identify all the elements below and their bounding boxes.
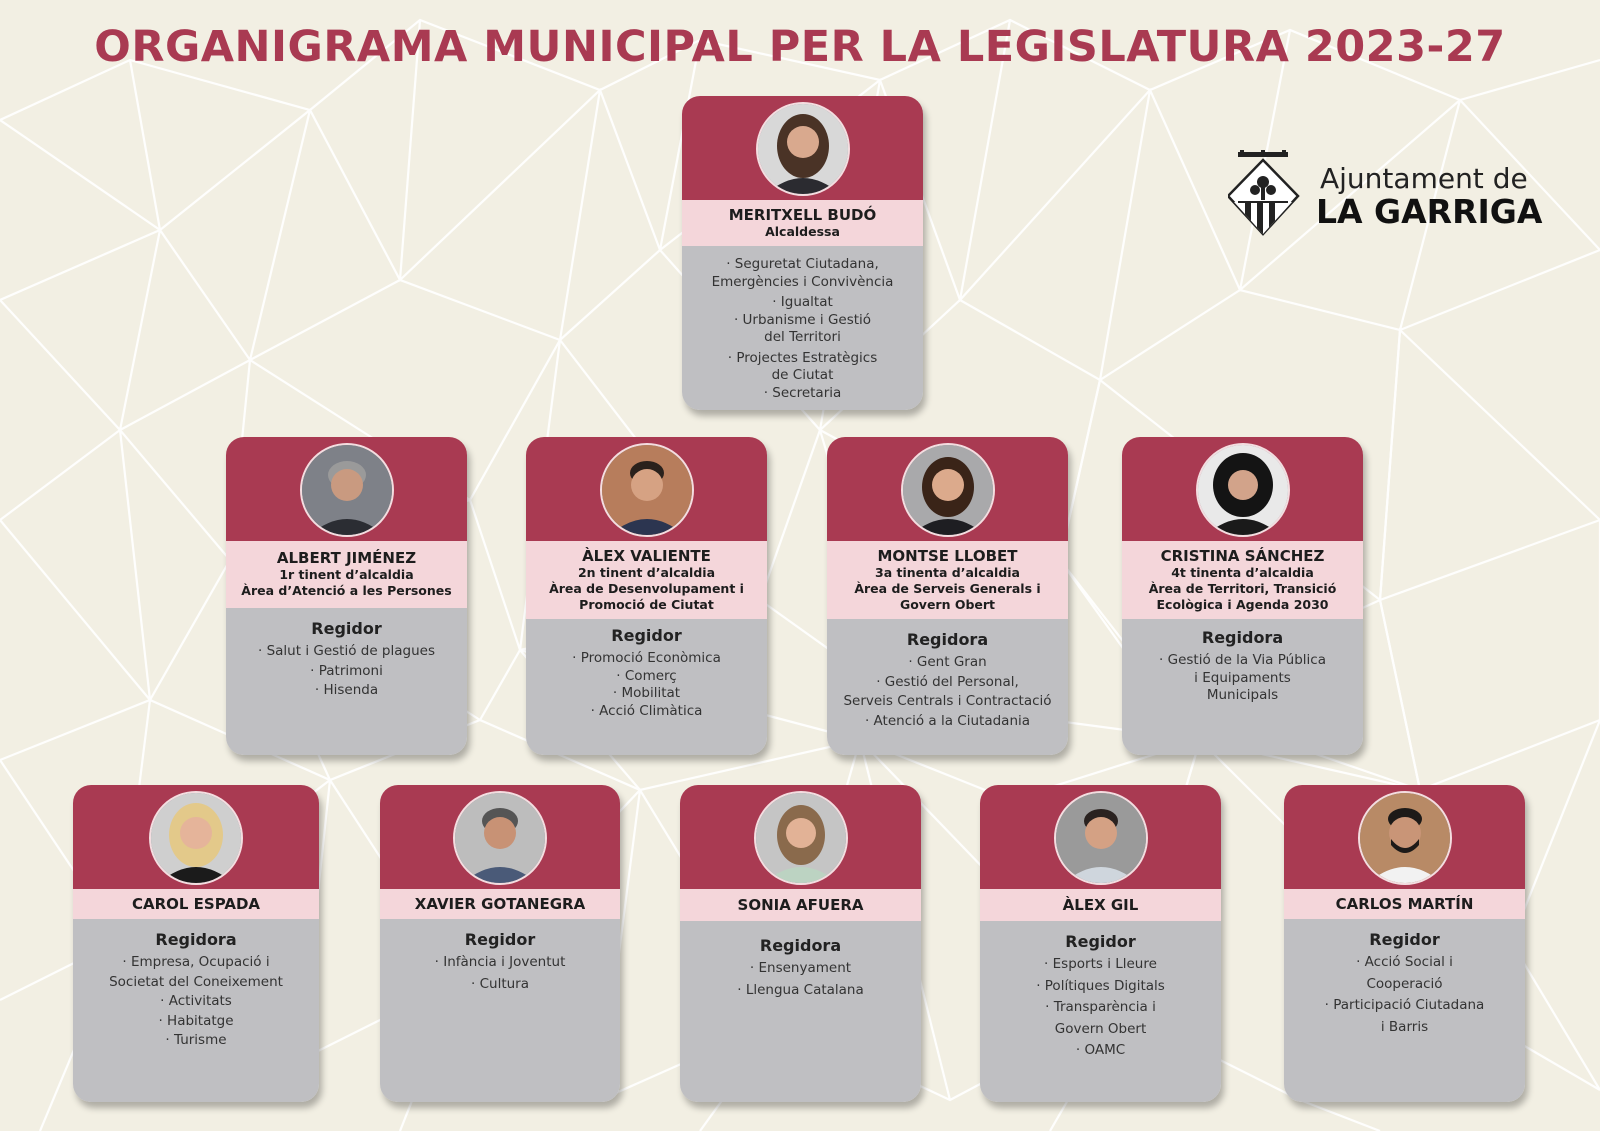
position-title: Regidora xyxy=(906,630,989,649)
area-item: · Salut i Gestió de plagues xyxy=(258,643,435,659)
portrait-avatar xyxy=(1358,791,1452,885)
area-item: · Participació Ciutadana xyxy=(1324,997,1485,1013)
area-item: · Seguretat Ciutadana, xyxy=(726,256,879,272)
position-title: Regidora xyxy=(155,930,237,949)
position-title: Regidor xyxy=(611,626,682,645)
person-area: Promoció de Ciutat xyxy=(579,597,714,612)
card-deputy-2 xyxy=(526,437,767,755)
card-mayor xyxy=(682,96,923,410)
card-councillor-5 xyxy=(1284,785,1525,1102)
card-councillor-2 xyxy=(380,785,620,1102)
card-councillor-4 xyxy=(980,785,1221,1102)
area-item: del Territori xyxy=(764,329,841,345)
portrait-avatar xyxy=(756,102,850,196)
area-item: · Cultura xyxy=(471,975,529,992)
card-deputy-1 xyxy=(226,437,467,755)
person-name: SONIA AFUERA xyxy=(737,896,864,914)
position-title: Regidor xyxy=(1369,930,1440,949)
card-deputy-3 xyxy=(827,437,1068,755)
logo-line-1: Ajuntament de xyxy=(1320,162,1528,195)
area-item: Municipals xyxy=(1206,687,1279,703)
area-item: · OAMC xyxy=(1075,1042,1126,1058)
area-item: Societat del Coneixement xyxy=(109,973,283,990)
person-role: 3a tinenta d’alcaldia xyxy=(875,565,1020,580)
area-item: · Polítiques Digitals xyxy=(1036,977,1165,994)
area-item: · Promoció Econòmica xyxy=(572,650,721,666)
area-item: · Activitats xyxy=(160,993,232,1009)
area-item: · Infància i Joventut xyxy=(434,954,566,970)
portrait-avatar xyxy=(901,443,995,537)
person-role: 1r tinent d’alcaldia xyxy=(279,567,414,582)
area-item: · Esports i Lleure xyxy=(1044,956,1157,972)
person-name: ÀLEX VALIENTE xyxy=(582,547,711,565)
person-area: Àrea de Territori, Transició xyxy=(1148,581,1337,596)
area-item: Emergències i Convivència xyxy=(711,273,894,290)
area-item: · Gestió del Personal, xyxy=(876,673,1019,690)
area-item: · Igualtat xyxy=(772,294,833,310)
position-title: Regidora xyxy=(1201,628,1284,647)
area-item: · Hisenda xyxy=(314,682,379,698)
person-area: Govern Obert xyxy=(899,597,996,612)
person-area: Àrea de Serveis Generals i xyxy=(854,581,1041,596)
portrait-avatar xyxy=(1196,443,1290,537)
portrait-avatar xyxy=(1054,791,1148,885)
person-area: Àrea d’Atenció a les Persones xyxy=(241,583,452,598)
person-name: MERITXELL BUDÓ xyxy=(728,206,877,224)
card-councillor-3 xyxy=(680,785,921,1102)
portrait-avatar xyxy=(600,443,694,537)
area-item: Serveis Centrals i Contractació xyxy=(843,693,1052,709)
area-item: · Gent Gran xyxy=(908,654,987,670)
portrait-avatar xyxy=(149,791,243,885)
person-name: XAVIER GOTANEGRA xyxy=(414,895,586,913)
position-title: Regidor xyxy=(1065,932,1136,951)
area-item: Govern Obert xyxy=(1054,1020,1147,1037)
person-name: ALBERT JIMÉNEZ xyxy=(276,549,417,567)
area-item: · Mobilitat xyxy=(612,685,681,701)
area-item: Cooperació xyxy=(1366,975,1443,992)
position-title: Regidor xyxy=(311,619,382,638)
coat-of-arms-icon xyxy=(1228,150,1308,242)
area-item: · Patrimoni xyxy=(310,662,383,679)
area-item: i Equipaments xyxy=(1194,669,1291,686)
area-item: · Atenció a la Ciutadania xyxy=(864,712,1031,729)
portrait-avatar xyxy=(300,443,394,537)
person-name: CARLOS MARTÍN xyxy=(1335,895,1474,913)
area-item: · Acció Social i xyxy=(1356,954,1453,970)
person-name: MONTSE LLOBET xyxy=(877,547,1018,565)
area-item: · Llengua Catalana xyxy=(737,981,864,998)
position-title: Regidor xyxy=(464,930,536,949)
area-item: · Transparència i xyxy=(1045,999,1156,1015)
person-name: ÀLEX GIL xyxy=(1062,896,1139,914)
area-item: · Empresa, Ocupació i xyxy=(122,954,270,970)
area-item: de Ciutat xyxy=(771,367,834,383)
person-name: CRISTINA SÁNCHEZ xyxy=(1160,547,1325,565)
area-item: · Projectes Estratègics xyxy=(727,349,878,366)
card-councillor-1 xyxy=(73,785,319,1102)
person-role: Alcaldessa xyxy=(765,224,840,239)
area-item: · Urbanisme i Gestió xyxy=(733,311,872,328)
area-item: · Turisme xyxy=(165,1032,227,1048)
ajuntament-logo xyxy=(1228,150,1558,242)
portrait-avatar xyxy=(453,791,547,885)
person-name: CAROL ESPADA xyxy=(131,895,261,913)
area-item: · Secretaria xyxy=(763,384,842,401)
area-item: · Acció Climàtica xyxy=(590,702,703,719)
person-role: 2n tinent d’alcaldia xyxy=(577,565,716,580)
position-title: Regidora xyxy=(759,936,842,955)
logo-line-2: LA GARRIGA xyxy=(1316,192,1543,231)
person-area: Àrea de Desenvolupament i xyxy=(549,581,744,596)
card-deputy-4 xyxy=(1122,437,1363,755)
page-title: ORGANIGRAMA MUNICIPAL PER LA LEGISLATURA 2023-27 xyxy=(94,22,1506,72)
area-item: i Barris xyxy=(1380,1018,1429,1035)
area-item: · Habitatge xyxy=(158,1012,234,1029)
person-area: Ecològica i Agenda 2030 xyxy=(1156,597,1329,612)
area-item: · Ensenyament xyxy=(749,960,852,976)
area-item: · Comerç xyxy=(616,667,677,684)
area-item: · Gestió de la Via Pública xyxy=(1159,652,1326,668)
portrait-avatar xyxy=(754,791,848,885)
person-role: 4t tinenta d’alcaldia xyxy=(1171,565,1314,580)
